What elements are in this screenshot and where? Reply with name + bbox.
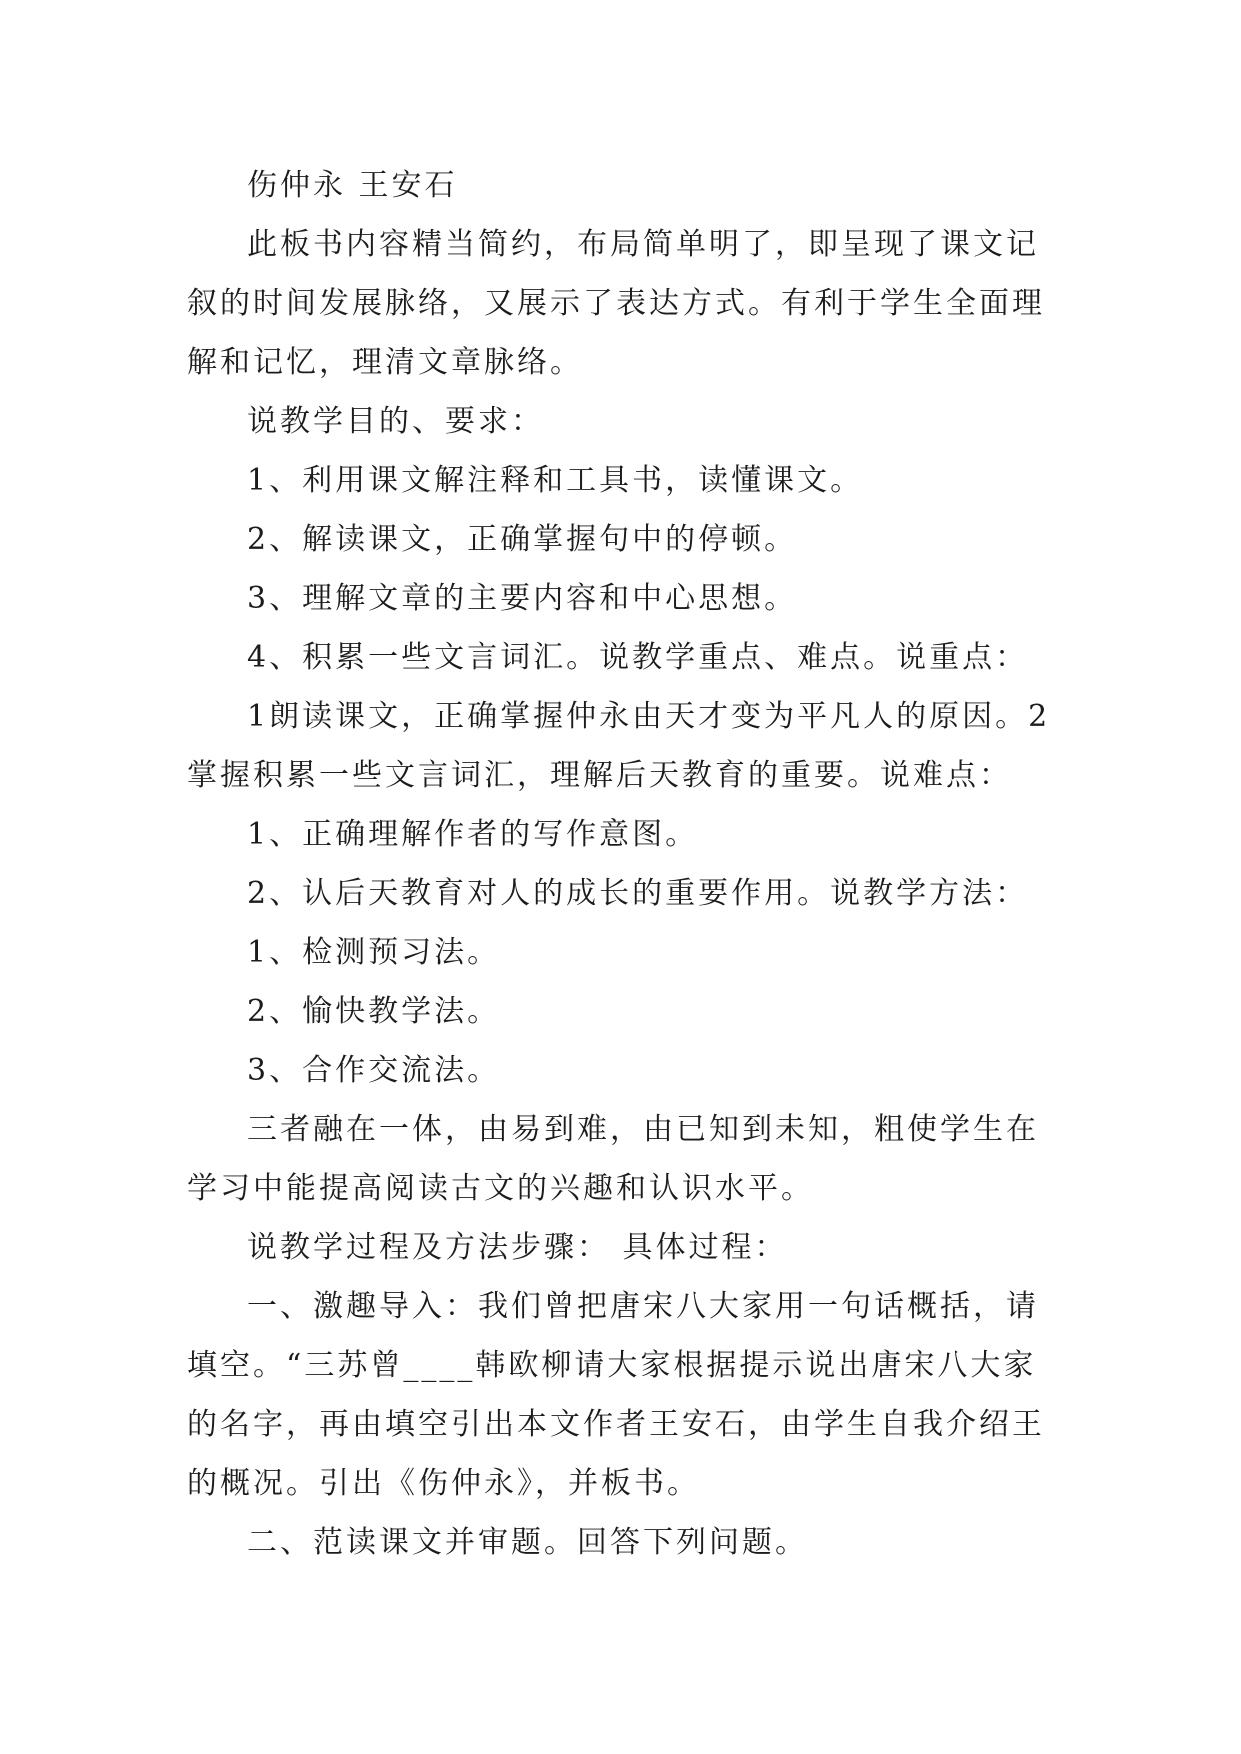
paragraph: 说教学目的、要求： — [247, 404, 544, 439]
list-item: 3、合作交流法。 — [247, 1053, 501, 1088]
list-item: 1、正确理解作者的写作意图。 — [247, 817, 699, 852]
list-item: 2、愉快教学法。 — [247, 994, 501, 1029]
list-item: 3、理解文章的主要内容和中心思想。 — [247, 581, 798, 616]
paragraph: 三者融在一体，由易到难，由已知到未知，粗使学生在学习中能提高阅读古文的兴趣和认识水平。 — [187, 1112, 1039, 1206]
list-item: 4、积累一些文言词汇。说教学重点、难点。说重点： — [247, 640, 1029, 675]
paragraph: 一、激趣导入：我们曾把唐宋八大家用一句话概括，请填空。“三苏曾____韩欧柳请大家根据提示说出唐宋八大家的名字，再由填空引出本文作者王安石，由学生自我介绍王的概况。引出《伤仲永》，并板书。 — [187, 1289, 1045, 1501]
list-item: 1、利用课文解注释和工具书，读懂课文。 — [247, 463, 864, 498]
document-body — [187, 156, 1055, 1572]
paragraph: 此板书内容精当简约，布局简单明了，即呈现了课文记叙的时间发展脉络，又展示了表达方式。有利于学生全面理解和记忆，理清文章脉络。 — [187, 227, 1045, 380]
list-item: 2、解读课文，正确掌握句中的停顿。 — [247, 522, 798, 557]
paragraph: 1朗读课文，正确掌握仲永由天才变为平凡人的原因。2掌握积累一些文言词汇，理解后天教育的重要。说难点： — [187, 699, 1051, 793]
paragraph: 说教学过程及方法步骤： 具体过程： — [247, 1230, 788, 1265]
list-item: 2、认后天教育对人的成长的重要作用。说教学方法： — [247, 876, 1029, 911]
heading-line: 伤仲永 王安石 — [247, 168, 458, 203]
paragraph: 二、范读课文并审题。回答下列问题。 — [247, 1525, 808, 1560]
list-item: 1、检测预习法。 — [247, 935, 501, 970]
